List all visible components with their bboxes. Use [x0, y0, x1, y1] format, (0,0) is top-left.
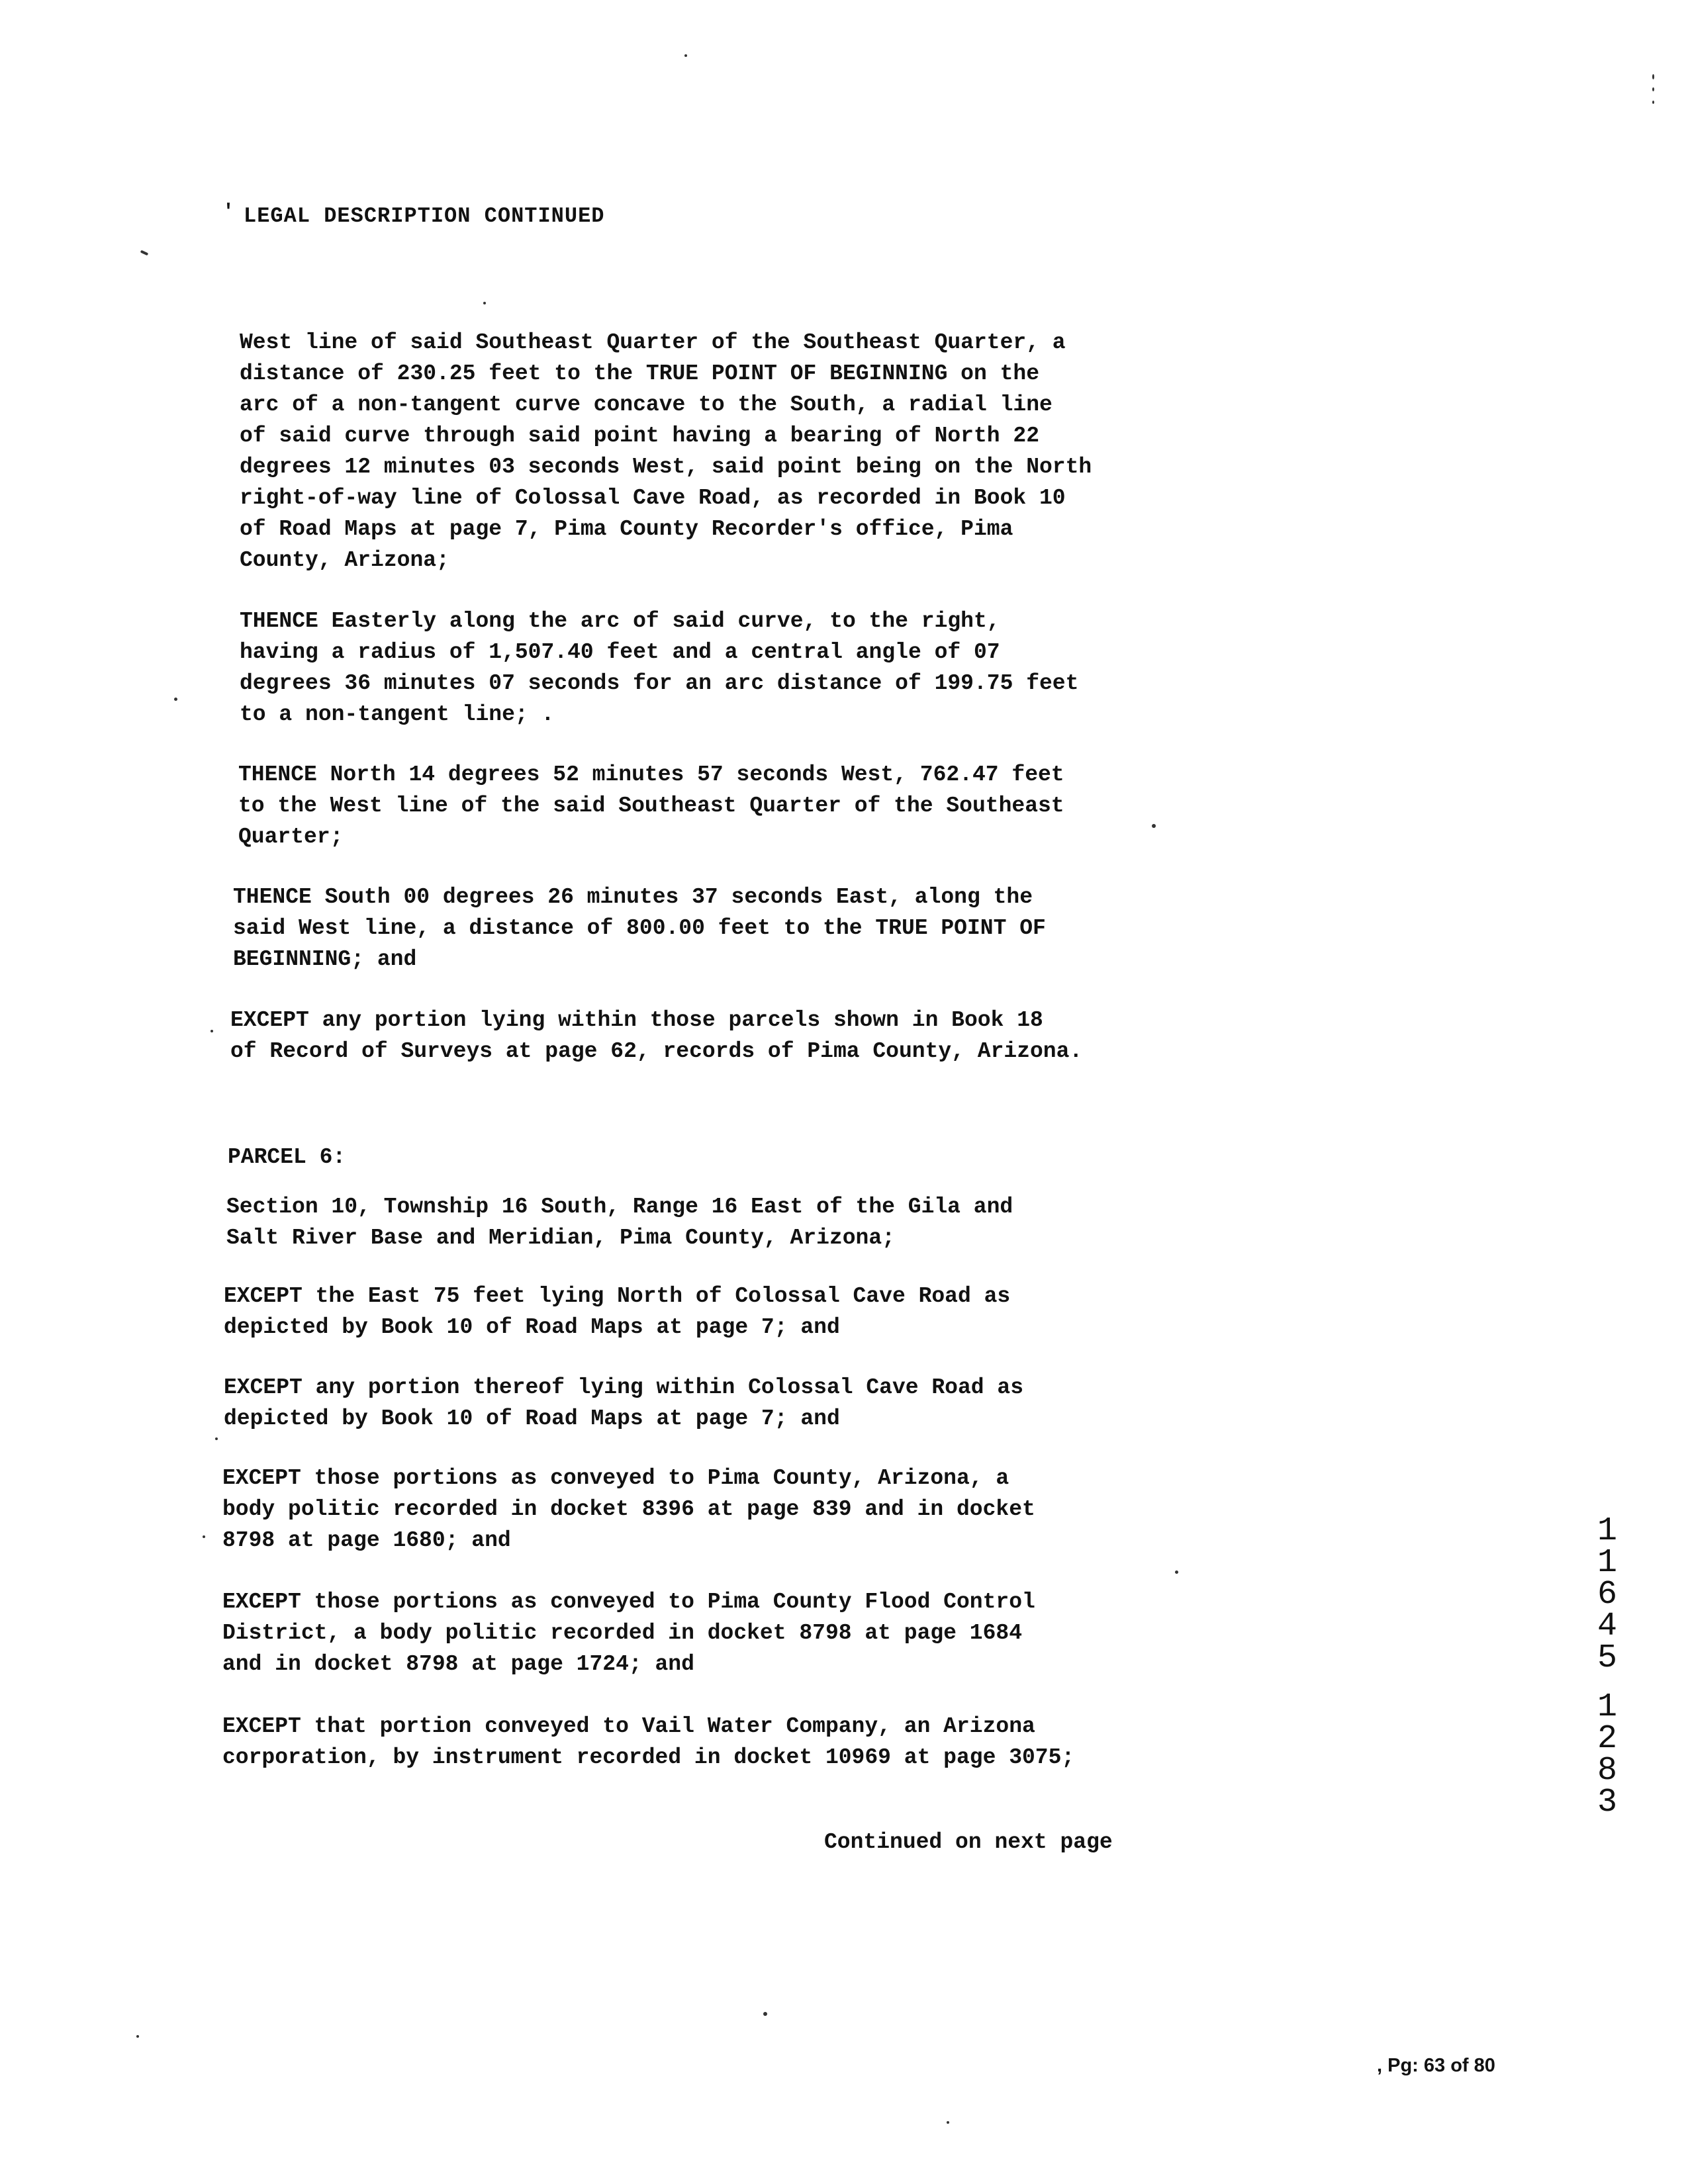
recording-digit: 1: [1597, 1544, 1617, 1582]
recording-digit: 1: [1597, 1688, 1617, 1726]
recording-digit: 6: [1597, 1576, 1617, 1614]
scan-speck: [483, 302, 486, 304]
scan-speck: [211, 1030, 213, 1032]
recording-digit: 4: [1597, 1608, 1617, 1645]
scan-speck: [1152, 824, 1156, 828]
scan-speck: [1175, 1570, 1178, 1574]
scan-speck: [215, 1437, 218, 1440]
scan-speck: [1652, 101, 1654, 104]
legal-paragraph-except-flood-control: EXCEPT those portions as conveyed to Pima County Flood Control District, a body politic recorded in docket 8798 at page 1684 and in docket 8798 at page 1724; and: [222, 1590, 1035, 1676]
page-heading: LEGAL DESCRIPTION CONTINUED: [244, 204, 605, 228]
scan-speck: [684, 54, 687, 57]
legal-paragraph-except-vail-water: EXCEPT that portion conveyed to Vail Water Company, an Arizona corporation, by instrument recorded in docket 10969 at page 3075;: [222, 1714, 1075, 1770]
heading-mark: ': [222, 201, 235, 224]
scan-speck: [174, 698, 177, 701]
parcel-heading: PARCEL 6:: [228, 1145, 346, 1169]
page-number-footer: , Pg: 63 of 80: [1377, 2055, 1495, 2076]
scan-speck: [1652, 87, 1654, 91]
legal-paragraph-except-pima-county: EXCEPT those portions as conveyed to Pima County, Arizona, a body politic recorded in docket 8396 at page 839 and in docket 8798 at page 1680; and: [222, 1466, 1035, 1553]
legal-paragraph-thence-easterly: THENCE Easterly along the arc of said curve, to the right, having a radius of 1,507.40 feet and a central angle of 07 degrees 36 minutes 07 seconds for an arc distance of 199.75 feet to a non-tangent line; .: [240, 609, 1079, 727]
legal-paragraph-except-east-75: EXCEPT the East 75 feet lying North of Colossal Cave Road as depicted by Book 10 of Road Maps at page 7; and: [224, 1284, 1011, 1340]
legal-paragraph-section-10: Section 10, Township 16 South, Range 16 East of the Gila and Salt River Base and Meridian, Pima County, Arizona;: [226, 1195, 1013, 1250]
continued-note: Continued on next page: [824, 1830, 1113, 1854]
legal-paragraph-except-surveys: EXCEPT any portion lying within those parcels shown in Book 18 of Record of Surveys at page 62, records of Pima County, Arizona.: [230, 1008, 1083, 1064]
recording-digit: 3: [1597, 1784, 1617, 1821]
legal-paragraph-west-line: West line of said Southeast Quarter of the Southeast Quarter, a distance of 230.25 feet to the TRUE POINT OF BEGINNING on the arc of a non-tangent curve concave to the South, a radial line of said curve through said point having a bearing of North 22 degrees 12 minutes 03 seconds West, said point being on the North right-of-way line of Colossal Cave Road, as recorded in Book 10 of Road Maps at page 7, Pima County Recorder's office, Pima County, Arizona;: [240, 330, 1092, 572]
scan-speck: [947, 2121, 949, 2124]
recording-number: [1594, 1512, 1620, 1821]
legal-paragraph-except-colossal-cave: EXCEPT any portion thereof lying within Colossal Cave Road as depicted by Book 10 of Road Maps at page 7; and: [224, 1375, 1023, 1431]
legal-paragraph-thence-south: THENCE South 00 degrees 26 minutes 37 seconds East, along the said West line, a distance of 800.00 feet to the TRUE POINT OF BEGINNING; and: [233, 885, 1046, 972]
scan-speck: [140, 250, 149, 256]
legal-paragraph-thence-north: THENCE North 14 degrees 52 minutes 57 seconds West, 762.47 feet to the West line of the said Southeast Quarter of the Southeast Quarter;: [238, 762, 1064, 849]
recording-digit: 5: [1597, 1639, 1617, 1677]
recording-digit: 8: [1597, 1752, 1617, 1790]
scan-speck: [203, 1535, 205, 1538]
scan-speck: [1652, 74, 1654, 79]
scan-speck: [763, 2012, 767, 2016]
scan-speck: [136, 2035, 139, 2038]
recording-digit: 2: [1597, 1720, 1617, 1758]
recording-digit: 1: [1597, 1512, 1617, 1550]
